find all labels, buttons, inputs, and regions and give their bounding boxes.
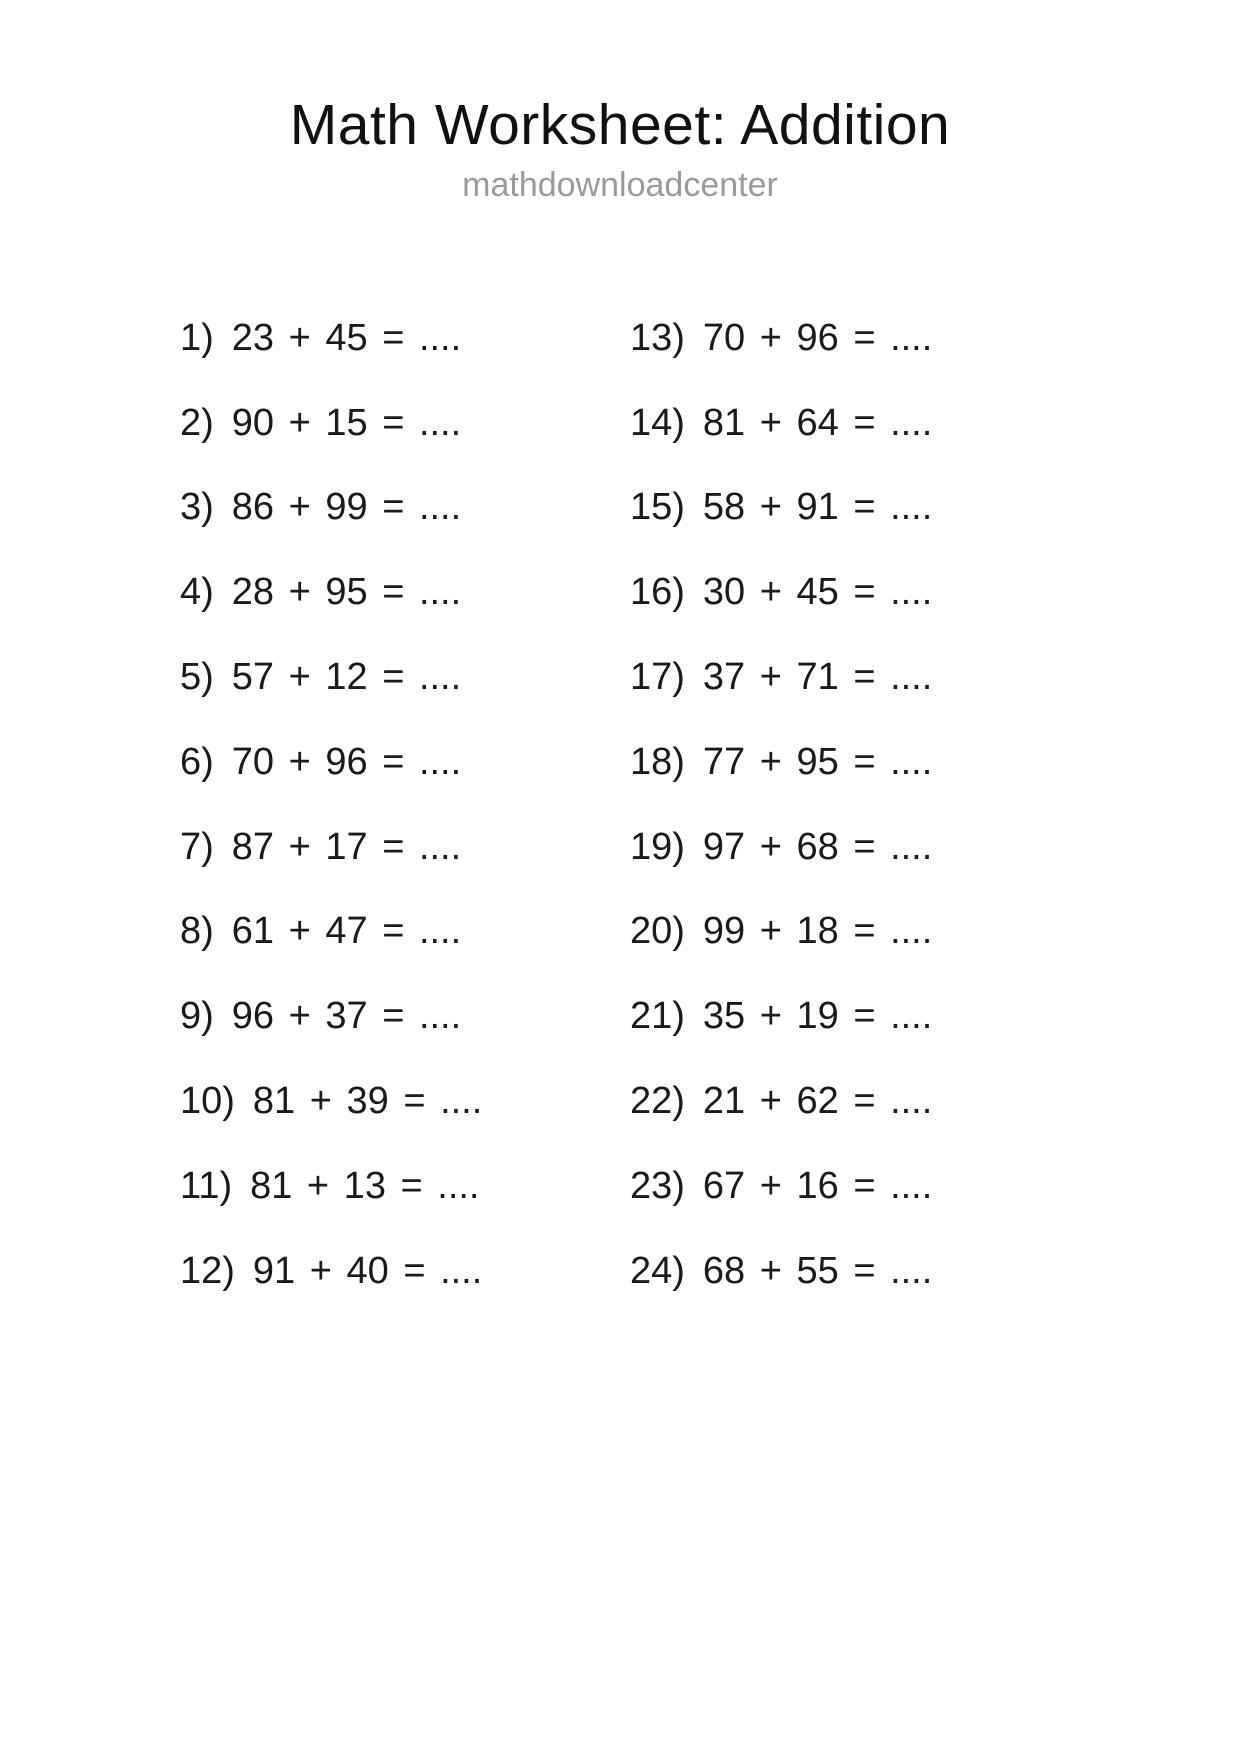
problem-number: 8) xyxy=(180,910,214,953)
problem-number: 12) xyxy=(180,1249,235,1292)
problem-expression: 87 + 17 = .... xyxy=(231,825,462,868)
problem-number: 24) xyxy=(630,1249,685,1292)
problem-expression: 81 + 13 = .... xyxy=(250,1164,480,1207)
problem-number: 5) xyxy=(180,656,214,699)
problem-expression: 30 + 45 = .... xyxy=(702,571,933,614)
problem-expression: 28 + 95 = .... xyxy=(231,571,462,614)
problem-number: 21) xyxy=(630,995,685,1038)
problem-number: 7) xyxy=(180,825,214,868)
problem-number: 22) xyxy=(630,1080,685,1123)
problem-row xyxy=(180,720,482,805)
page-title: Math Worksheet: Addition xyxy=(289,93,951,157)
problem-expression: 67 + 16 = .... xyxy=(702,1164,933,1207)
problem-number: 19) xyxy=(630,825,685,868)
problem-expression: 35 + 19 = .... xyxy=(702,995,933,1038)
problem-number: 17) xyxy=(630,656,685,699)
problems-column-right xyxy=(630,296,932,1314)
problem-number: 15) xyxy=(630,486,685,529)
problem-expression: 70 + 96 = .... xyxy=(702,316,933,359)
problem-row xyxy=(180,635,482,720)
problem-expression: 96 + 37 = .... xyxy=(231,995,462,1038)
problem-number: 18) xyxy=(630,740,685,783)
problem-row xyxy=(180,550,482,635)
problem-row xyxy=(180,1229,482,1314)
problem-row xyxy=(180,890,482,975)
problem-number: 20) xyxy=(630,910,685,953)
problem-number: 23) xyxy=(630,1164,685,1207)
problem-expression: 68 + 55 = .... xyxy=(702,1249,933,1292)
problem-row xyxy=(180,381,482,466)
problem-expression: 23 + 45 = .... xyxy=(231,316,462,359)
problem-expression: 81 + 64 = .... xyxy=(702,401,933,444)
problem-row xyxy=(630,890,932,975)
problem-expression: 37 + 71 = .... xyxy=(702,656,933,699)
problem-expression: 70 + 96 = .... xyxy=(231,740,462,783)
problem-expression: 77 + 95 = .... xyxy=(702,740,933,783)
problem-number: 14) xyxy=(630,401,685,444)
problem-row xyxy=(630,381,932,466)
problem-row xyxy=(180,466,482,551)
problem-row xyxy=(630,1229,932,1314)
problem-row xyxy=(630,466,932,551)
problem-expression: 58 + 91 = .... xyxy=(702,486,933,529)
problem-number: 1) xyxy=(180,316,214,359)
problem-number: 16) xyxy=(630,571,685,614)
problem-row xyxy=(180,296,482,381)
problem-expression: 90 + 15 = .... xyxy=(231,401,462,444)
problem-row xyxy=(180,805,482,890)
problem-row xyxy=(630,805,932,890)
problem-number: 13) xyxy=(630,316,685,359)
problem-row xyxy=(630,1059,932,1144)
page-subtitle: mathdownloadcenter xyxy=(462,166,778,204)
problem-row xyxy=(630,720,932,805)
problem-row xyxy=(630,974,932,1059)
problem-number: 6) xyxy=(180,740,214,783)
problem-expression: 91 + 40 = .... xyxy=(252,1249,483,1292)
problem-number: 11) xyxy=(180,1164,233,1207)
problem-expression: 61 + 47 = .... xyxy=(231,910,462,953)
problem-expression: 86 + 99 = .... xyxy=(231,486,462,529)
problem-number: 2) xyxy=(180,401,214,444)
problem-row xyxy=(180,974,482,1059)
problem-number: 4) xyxy=(180,571,214,614)
problem-expression: 81 + 39 = .... xyxy=(252,1080,483,1123)
problem-number: 9) xyxy=(180,995,214,1038)
problem-row xyxy=(630,550,932,635)
problem-row xyxy=(180,1144,482,1229)
problem-number: 10) xyxy=(180,1080,235,1123)
problem-expression: 57 + 12 = .... xyxy=(231,656,462,699)
problem-row xyxy=(180,1059,482,1144)
problem-expression: 97 + 68 = .... xyxy=(702,825,933,868)
problem-number: 3) xyxy=(180,486,214,529)
problems-column-left xyxy=(180,296,482,1314)
problem-row xyxy=(630,635,932,720)
problem-row xyxy=(630,296,932,381)
problem-expression: 99 + 18 = .... xyxy=(702,910,933,953)
problem-row xyxy=(630,1144,932,1229)
problem-expression: 21 + 62 = .... xyxy=(702,1080,933,1123)
